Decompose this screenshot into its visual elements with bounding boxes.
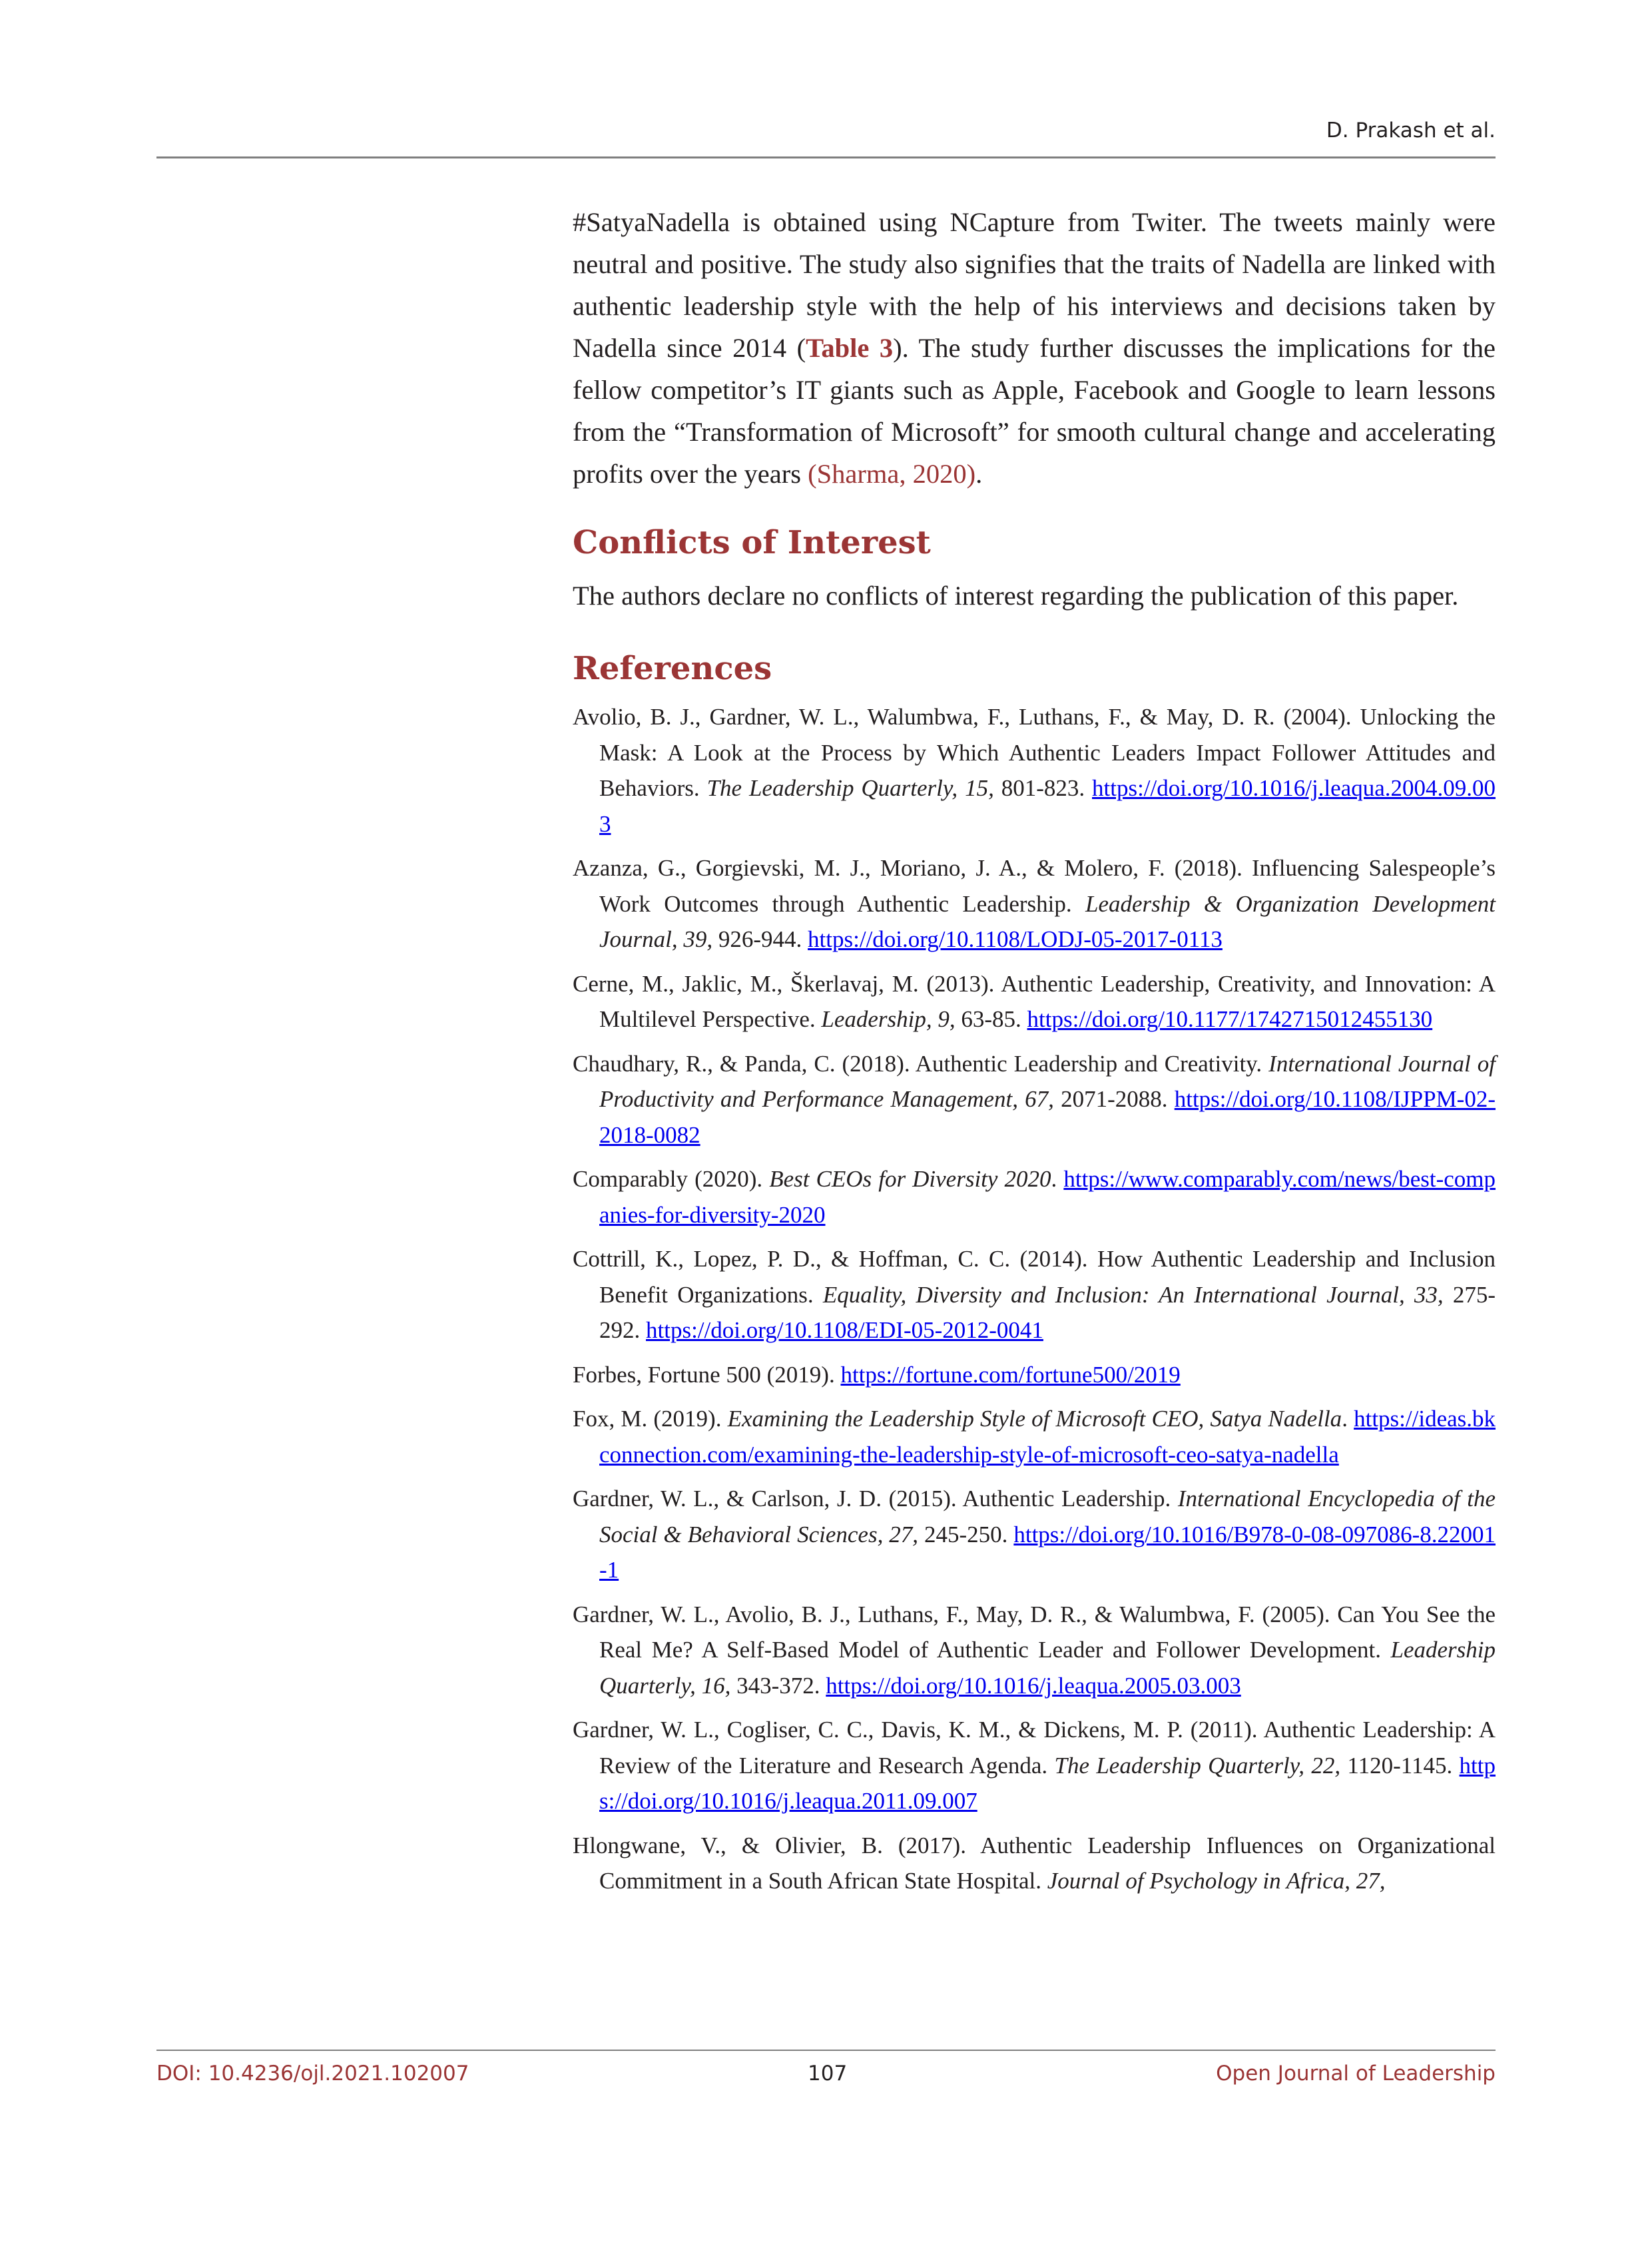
reference-doi-link[interactable]: https://ideas.bkconnection.com/examining-the-leadership-style-of-microsoft-ceo-satya-nadella: [599, 1406, 1496, 1468]
reference-item: [573, 1481, 1496, 1588]
reference-journal: International Encyclopedia of the Social & Behavioral Sciences, 27,: [599, 1486, 1496, 1547]
running-head: D. Prakash et al.: [1326, 119, 1496, 142]
header-divider: [156, 156, 1496, 158]
reference-authors-title: Chaudhary, R., & Panda, C. (2018). Authentic Leadership and Creativity.: [573, 1050, 1269, 1077]
reference-authors-title: Forbes, Fortune 500 (2019).: [573, 1361, 841, 1388]
reference-authors-title: Azanza, G., Gorgievski, M. J., Moriano, J. A., & Molero, F. (2018). Influencing Salespeople’s Work Outcomes through Authentic Leadership.: [573, 855, 1496, 917]
reference-authors-title: Fox, M. (2019).: [573, 1406, 728, 1432]
reference-pages: 275-292.: [599, 1281, 1496, 1343]
reference-item: [573, 699, 1496, 842]
reference-item: [573, 1357, 1496, 1393]
reference-authors-title: Comparably (2020).: [573, 1166, 770, 1192]
reference-doi-link[interactable]: https://doi.org/10.1108/EDI-05-2012-0041: [646, 1317, 1043, 1343]
reference-item: [573, 966, 1496, 1037]
reference-doi-link[interactable]: https://doi.org/10.1108/IJPPM-02-2018-0082: [599, 1086, 1496, 1148]
footer-journal-name[interactable]: Open Journal of Leadership: [1216, 2062, 1496, 2086]
body-paragraph: [573, 201, 1496, 495]
reference-authors-title: Gardner, W. L., & Carlson, J. D. (2015). Authentic Leadership.: [573, 1486, 1178, 1512]
conflicts-paragraph: The authors declare no conflicts of interest regarding the publication of this paper.: [573, 581, 1459, 611]
body-text-part: #SatyaNadella is obtained using NCapture from Twiter. The tweets mainly were neutral and positive. The study also signifies that the traits of Nadella are linked with authentic leadership style with the help of his interviews and decisions taken by Nadella since 2014 (: [573, 207, 1496, 363]
reference-authors-title: Cerne, M., Jaklic, M., Škerlavaj, M. (2013). Authentic Leadership, Creativity, and Innovation: A Multilevel Perspective.: [573, 970, 1496, 1032]
reference-doi-link[interactable]: https://www.comparably.com/news/best-companies-for-diversity-2020: [599, 1166, 1496, 1228]
body-text-part: ). The study further discusses the implications for the fellow competitor’s IT giants such as Apple, Facebook and Google to learn lessons from the “Transformation of Microsoft” for smooth cultural change and accelerating profits over the years: [573, 333, 1496, 489]
main-content: [573, 201, 1496, 1908]
reference-journal: Equality, Diversity and Inclusion: An International Journal, 33,: [822, 1281, 1444, 1308]
reference-doi-link[interactable]: https://doi.org/10.1016/j.leaqua.2011.09.007: [599, 1752, 1496, 1814]
reference-doi-link[interactable]: https://doi.org/10.1108/LODJ-05-2017-0113: [808, 926, 1223, 952]
reference-pages: 926-944.: [712, 926, 808, 952]
reference-journal: Best CEOs for Diversity 2020: [769, 1166, 1051, 1192]
reference-item: [573, 1161, 1496, 1233]
reference-pages: 801-823.: [993, 775, 1093, 801]
reference-authors-title: Gardner, W. L., Avolio, B. J., Luthans, F., May, D. R., & Walumbwa, F. (2005). Can You See the Real Me? A Self-Based Model of Authentic Leader and Follower Development.: [573, 1601, 1496, 1663]
table-reference-link[interactable]: Table 3: [806, 333, 894, 363]
reference-authors-title: Hlongwane, V., & Olivier, B. (2017). Authentic Leadership Influences on Organizational Commitment in a South African State Hospital.: [573, 1832, 1496, 1894]
reference-journal: The Leadership Quarterly, 15,: [706, 775, 994, 801]
reference-pages: 2071-2088.: [1053, 1086, 1175, 1112]
reference-authors-title: Gardner, W. L., Cogliser, C. C., Davis, K. M., & Dickens, M. P. (2011). Authentic Leadership: A Review of the Literature and Research Agenda.: [573, 1717, 1496, 1779]
reference-pages: .: [1051, 1166, 1064, 1192]
reference-doi-link[interactable]: https://fortune.com/fortune500/2019: [840, 1361, 1181, 1388]
reference-doi-link[interactable]: https://doi.org/10.1016/B978-0-08-097086-8.22001-1: [599, 1521, 1496, 1583]
reference-authors-title: Cottrill, K., Lopez, P. D., & Hoffman, C. C. (2014). How Authentic Leadership and Inclusion Benefit Organizations.: [573, 1246, 1496, 1308]
reference-journal: Examining the Leadership Style of Microsoft CEO, Satya Nadella: [727, 1406, 1342, 1432]
reference-authors-title: Avolio, B. J., Gardner, W. L., Walumbwa, F., Luthans, F., & May, D. R. (2004). Unlocking the Mask: A Look at the Process by Which Authentic Leaders Impact Follower Attitudes and Behaviors.: [573, 704, 1496, 801]
reference-pages: 245-250.: [918, 1521, 1014, 1547]
reference-item: [573, 1046, 1496, 1153]
reference-doi-link[interactable]: https://doi.org/10.1016/j.leaqua.2004.09.003: [599, 775, 1496, 837]
reference-doi-link[interactable]: https://doi.org/10.1177/1742715012455130: [1027, 1006, 1433, 1032]
reference-item: [573, 1712, 1496, 1819]
reference-journal: Leadership & Organization Development Journal, 39,: [599, 890, 1496, 952]
reference-journal: Journal of Psychology in Africa, 27,: [1047, 1868, 1386, 1894]
reference-journal: International Journal of Productivity and Performance Management, 67,: [599, 1050, 1496, 1112]
body-text-part: .: [975, 459, 983, 489]
citation-link[interactable]: (Sharma, 2020): [808, 459, 976, 489]
reference-journal: Leadership, 9,: [821, 1006, 956, 1032]
reference-item: [573, 850, 1496, 958]
references-heading: References: [573, 650, 772, 687]
reference-pages: 343-372.: [730, 1672, 826, 1699]
conflicts-heading: Conflicts of Interest: [573, 524, 931, 561]
reference-pages: .: [1342, 1406, 1354, 1432]
reference-item: [573, 1401, 1496, 1472]
reference-item: [573, 1828, 1496, 1899]
reference-doi-link[interactable]: https://doi.org/10.1016/j.leaqua.2005.03.003: [826, 1672, 1241, 1699]
footer-doi[interactable]: DOI: 10.4236/ojl.2021.102007: [156, 2062, 469, 2086]
reference-pages: 63-85.: [955, 1006, 1027, 1032]
reference-item: [573, 1241, 1496, 1348]
page-number: 107: [808, 2062, 848, 2086]
reference-journal: Leadership Quarterly, 16,: [599, 1637, 1496, 1699]
reference-journal: The Leadership Quarterly, 22,: [1054, 1752, 1341, 1779]
reference-pages: 1120-1145.: [1340, 1752, 1460, 1779]
footer-divider: [156, 2050, 1496, 2051]
reference-list: [573, 699, 1496, 1899]
reference-item: [573, 1597, 1496, 1704]
